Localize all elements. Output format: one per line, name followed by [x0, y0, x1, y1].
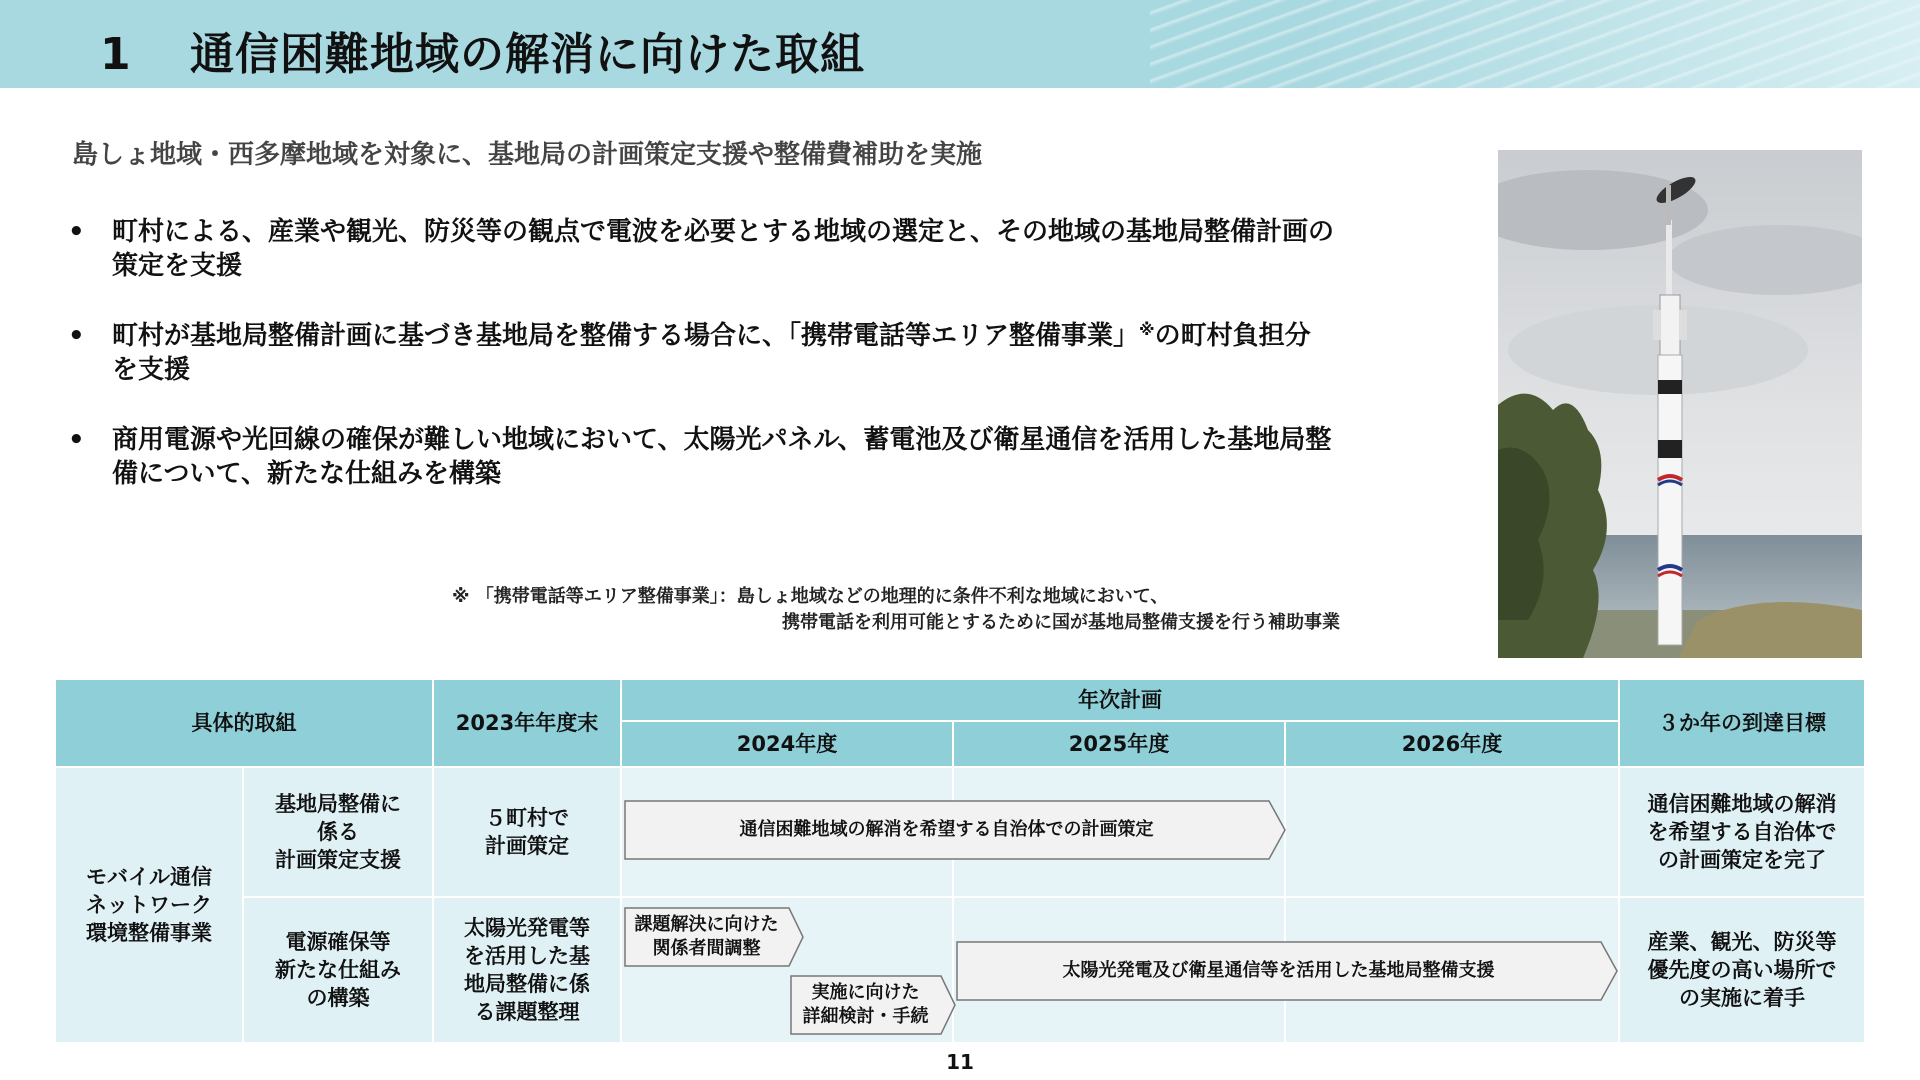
- row1-fy2026-cell: [1286, 768, 1620, 898]
- header-fy2025: 2025年度: [954, 722, 1286, 768]
- row1-goal: 通信困難地域の解消 を希望する自治体で の計画策定を完了: [1620, 768, 1866, 898]
- bullet-line: 商用電源や光回線の確保が難しい地域において、太陽光パネル、蓄電池及び衛星通信を活用した基地局整: [112, 425, 1332, 455]
- section-title: 通信困難地域の解消に向けた取組: [190, 29, 865, 80]
- bullet-item: [64, 215, 1444, 283]
- subtitle: 島しょ地域・西多摩地域を対象に、基地局の計画策定支援や整備費補助を実施: [72, 140, 983, 170]
- bullet-line: 町村による、産業や観光、防災等の観点で電波を必要とする地域の選定と、その地域の基地局整備計画の: [112, 217, 1335, 247]
- header-fy2026: 2026年度: [1286, 722, 1620, 768]
- footnote: [452, 584, 1340, 636]
- row1-fy2023: ５町村で 計画策定: [434, 768, 622, 898]
- bullet-item: [64, 423, 1444, 491]
- bullet-dot-icon: •: [68, 425, 85, 455]
- arrow-support-label: 太陽光発電及び衛星通信等を活用した基地局整備支援: [1062, 960, 1495, 981]
- page-number: 11: [946, 1050, 974, 1074]
- row2-goal: 産業、観光、防災等 優先度の高い場所で の実施に着手: [1620, 898, 1866, 1044]
- bullet-line: を支援: [112, 355, 191, 385]
- bullet-list: [64, 215, 1444, 527]
- header-goal: ３か年の到達目標: [1620, 680, 1866, 768]
- header-fade: [1300, 0, 1920, 88]
- header-annual-plan: 年次計画: [622, 680, 1620, 722]
- base-station-photo: [1498, 150, 1862, 658]
- arrow-coordination-label: 課題解決に向けた 関係者間調整: [634, 914, 779, 959]
- section-number: 1: [100, 29, 132, 80]
- footnote-line: ※ 「携帯電話等エリア整備事業」：島しょ地域などの地理的に条件不利な地域において、: [452, 586, 1169, 607]
- footnote-line: 携帯電話を利用可能とするために国が基地局整備支援を行う補助事業: [782, 612, 1340, 633]
- bullet-line: 策定を支援: [112, 251, 243, 281]
- row2-item: 電源確保等 新たな仕組み の構築: [244, 898, 434, 1044]
- bullet-line: 備について、新たな仕組みを構築: [112, 459, 501, 489]
- bullet-dot-icon: •: [68, 217, 85, 247]
- bullet-line: の町村負担分: [1154, 321, 1311, 351]
- header-initiative: 具体的取組: [56, 680, 434, 768]
- arrow-planning-label: 通信困難地域の解消を希望する自治体での計画策定: [739, 819, 1154, 840]
- arrow-detailed-study-label: 実施に向けた 詳細検討・手続: [802, 982, 929, 1027]
- footnote-mark: ※: [1139, 320, 1155, 339]
- page-title: [100, 18, 865, 80]
- row1-item: 基地局整備に 係る 計画策定支援: [244, 768, 434, 898]
- row2-fy2023: 太陽光発電等 を活用した基 地局整備に係 る課題整理: [434, 898, 622, 1044]
- bullet-item: [64, 319, 1444, 387]
- header-fy2024: 2024年度: [622, 722, 954, 768]
- annual-plan-table: [56, 680, 1866, 1044]
- header-fy2023: 2023年年度末: [434, 680, 622, 768]
- project-name: モバイル通信 ネットワーク 環境整備事業: [56, 768, 244, 1044]
- bullet-line: 町村が基地局整備計画に基づき基地局を整備する場合に、「携帯電話等エリア整備事業」: [112, 321, 1140, 351]
- bullet-dot-icon: •: [68, 321, 85, 351]
